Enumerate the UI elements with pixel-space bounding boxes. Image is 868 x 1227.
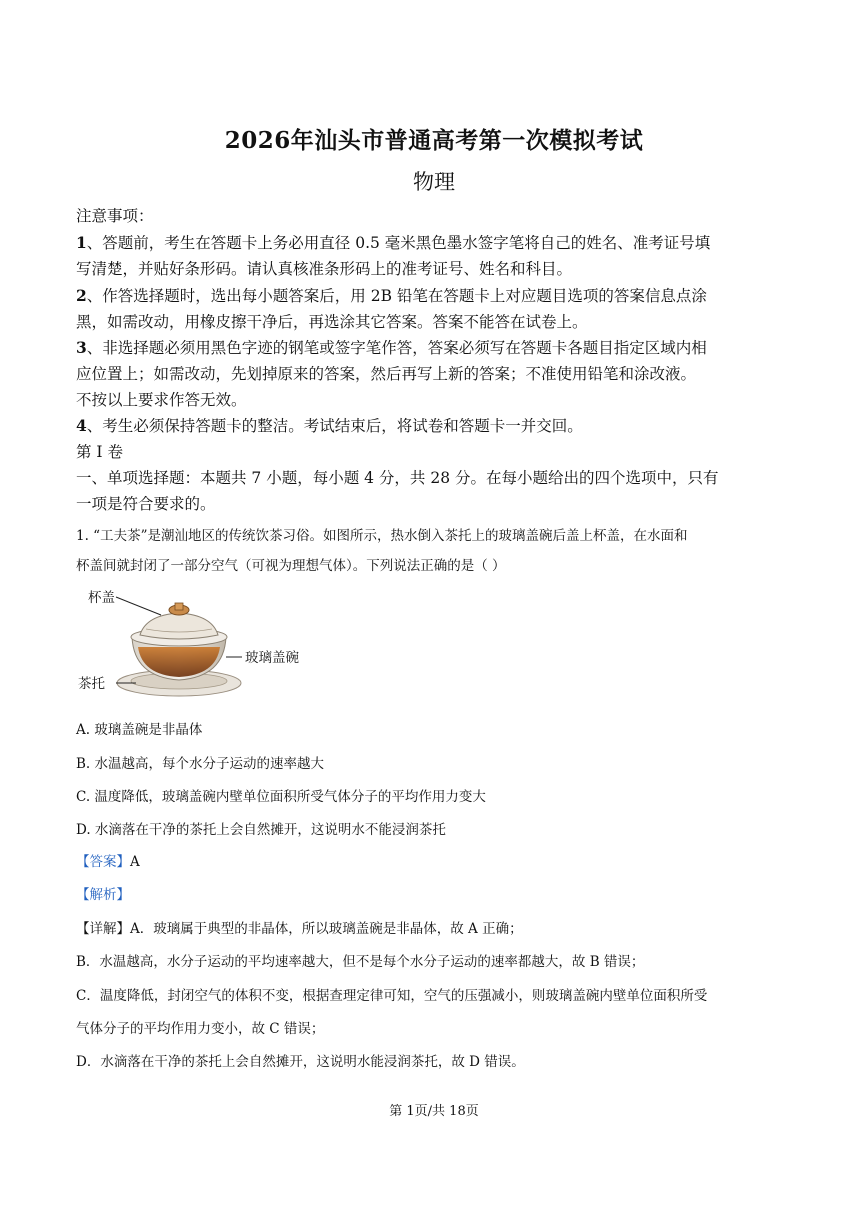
notice-item-3-text: 、非选择题必须用黑色字迹的钢笔或签字笔作答，答案必须写在答题卡各题目指定区域内相 <box>86 339 707 357</box>
detail-line-4: 气体分子的平均作用力变小，故 C 错误； <box>76 1021 325 1037</box>
notice-item-3-line-2: 应位置上；如需改动，先划掉原来的答案，然后再写上新的答案；不准使用铅笔和涂改液。 <box>76 365 697 383</box>
detail-line-1: 【详解】A．玻璃属于典型的非晶体，所以玻璃盖碗是非晶体，故 A 正确； <box>76 921 523 937</box>
notice-item-3-line-3: 不按以上要求作答无效。 <box>76 391 247 409</box>
subject-title: 物理 <box>413 170 455 194</box>
detail-line-3: C．温度降低，封闭空气的体积不变，根据查理定律可知，空气的压强减小，则玻璃盖碗内壁单位面积所受 <box>76 988 708 1004</box>
option-b: B. 水温越高，每个水分子运动的速率越大 <box>76 756 325 772</box>
notice-item-2-text: 、作答选择题时，选出每小题答案后，用 2B 铅笔在答题卡上对应题目选项的答案信息点涂 <box>86 287 707 305</box>
notice-item-1-line-1 <box>76 233 796 253</box>
option-d: D. 水滴落在干净的茶托上会自然摊开，这说明水不能浸润茶托 <box>76 822 446 838</box>
option-c: C. 温度降低，玻璃盖碗内壁单位面积所受气体分子的平均作用力变大 <box>76 789 486 805</box>
tea-bowl-figure <box>76 585 336 705</box>
section-heading-line-1: 一、单项选择题：本题共 7 小题，每小题 4 分，共 28 分。在每小题给出的四个选项中，只有 <box>76 469 719 487</box>
notice-heading: 注意事项： <box>76 207 154 225</box>
option-a: A. 玻璃盖碗是非晶体 <box>76 722 203 738</box>
answer-tag: 【答案】 <box>76 854 130 870</box>
section-heading-line-2: 一项是符合要求的。 <box>76 495 216 513</box>
notice-item-2-num: 2 <box>76 286 87 305</box>
answer-line <box>76 852 796 872</box>
notice-item-2-line-2: 黑，如需改动，用橡皮擦干净后，再选涂其它答案。答案不能答在试卷上。 <box>76 313 588 331</box>
figure-label-lid: 杯盖 <box>88 590 115 606</box>
question-1-stem-line-1: 1. “工夫茶”是潮汕地区的传统饮茶习俗。如图所示，热水倒入茶托上的玻璃盖碗后盖上杯盖，在水面和 <box>76 528 688 544</box>
notice-item-4-line-1 <box>76 416 796 436</box>
question-1-stem-line-2: 杯盖间就封闭了一部分空气（可视为理想气体）。下列说法正确的是（ ） <box>76 558 506 574</box>
analysis-tag: 【解析】 <box>76 887 130 903</box>
notice-item-4-num: 4 <box>76 416 87 435</box>
notice-item-2-line-1 <box>76 286 796 306</box>
lid-shape <box>140 613 218 639</box>
tea-bowl-illustration <box>76 585 336 705</box>
detail-line-5: D．水滴落在干净的茶托上会自然摊开，这说明水能浸润茶托，故 D 错误。 <box>76 1054 525 1070</box>
notice-item-4-text: 、考生必须保持答题卡的整洁。考试结束后，将试卷和答题卡一并交回。 <box>86 417 583 435</box>
notice-item-3-num: 3 <box>76 338 87 357</box>
notice-item-1-text: 、答题前，考生在答题卡上务必用直径 0.5 毫米黑色墨水签字笔将自己的姓名、准考证号填 <box>86 234 711 252</box>
detail-line-2: B．水温越高，水分子运动的平均速率越大，但不是每个水分子运动的速率都越大，故 B 错误； <box>76 954 645 970</box>
page-footer: 第 1页/共 18页 <box>389 1104 479 1119</box>
volume-label: 第 I 卷 <box>76 443 123 461</box>
notice-item-1-num: 1 <box>76 233 87 252</box>
figure-label-bowl: 玻璃盖碗 <box>245 650 299 666</box>
notice-item-3-line-1 <box>76 338 796 358</box>
notice-item-1-line-2: 写清楚，并贴好条形码。请认真核准条形码上的准考证号、姓名和科目。 <box>76 260 573 278</box>
answer-value: A <box>130 854 140 870</box>
page-title: 2026年汕头市普通高考第一次模拟考试 <box>224 127 644 154</box>
figure-label-saucer: 茶托 <box>78 676 105 692</box>
